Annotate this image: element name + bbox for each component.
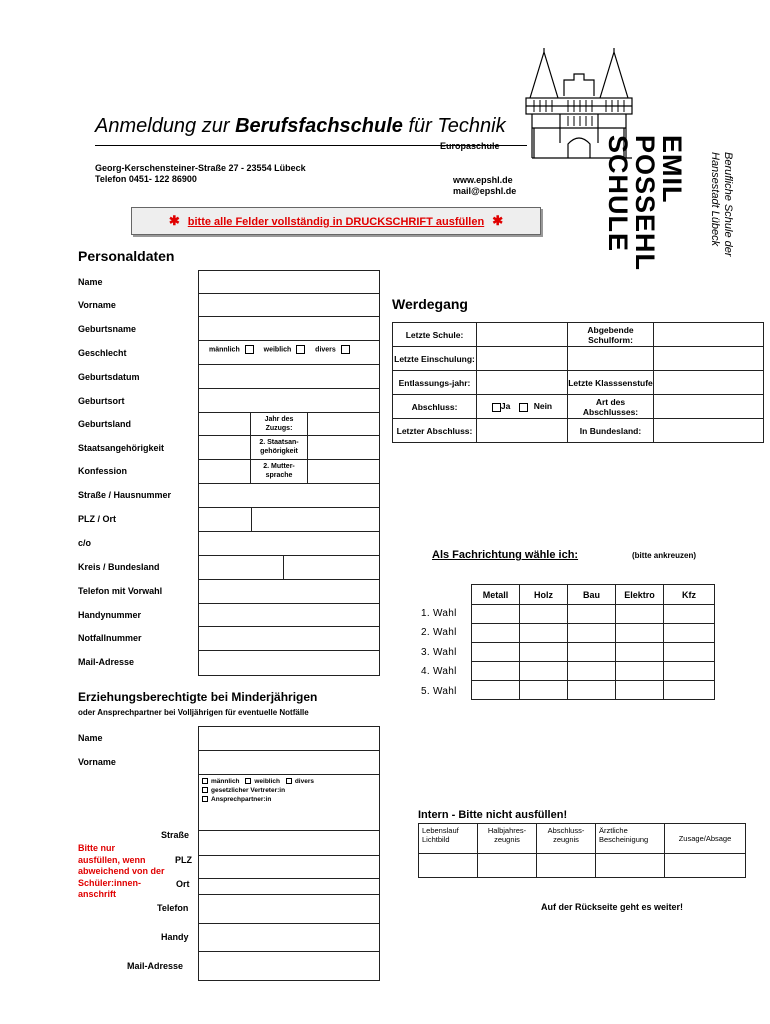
checkbox-e-weiblich[interactable] <box>245 778 251 784</box>
col-bau: Bau <box>568 585 616 605</box>
e-plz-field[interactable] <box>198 855 380 879</box>
label-geburtsdatum: Geburtsdatum <box>78 372 140 382</box>
school-contact <box>453 175 516 197</box>
telefon-field[interactable] <box>198 579 380 604</box>
wahl-row-label: 4. Wahl <box>421 666 457 678</box>
choice-cell[interactable] <box>664 662 715 681</box>
logo-text: EMIL POSSEHL SCHULE <box>603 135 687 272</box>
checkbox-ja[interactable] <box>492 403 501 412</box>
red-note: Bitte nur ausfüllen, wenn abweichend von der Schüler:innen- anschrift <box>78 843 165 899</box>
werdegang-table <box>392 322 764 443</box>
label-e-telefon: Telefon <box>157 903 189 913</box>
entlassung-label: Entlassungs-jahr: <box>393 371 477 395</box>
letzter-field[interactable] <box>477 419 568 443</box>
label-e-mail: Mail-Adresse <box>127 961 184 971</box>
notfall-field[interactable] <box>198 626 380 651</box>
choice-cell[interactable] <box>472 662 520 681</box>
label-geburtsland: Geburtsland <box>78 419 132 429</box>
label-e-strasse: Straße <box>161 830 190 840</box>
choice-cell[interactable] <box>616 605 664 624</box>
choice-cell[interactable] <box>568 605 616 624</box>
co-field[interactable] <box>198 531 380 556</box>
letzte-schule-field[interactable] <box>477 323 568 347</box>
checkbox-divers[interactable] <box>341 345 350 354</box>
fachrichtung-hint: (bitte ankreuzen) <box>632 551 697 560</box>
choice-cell[interactable] <box>568 662 616 681</box>
e-role-field <box>198 774 380 808</box>
e-vorname-field[interactable] <box>198 750 380 775</box>
label-konfession: Konfession <box>78 466 128 476</box>
geburtsdatum-field[interactable] <box>198 364 380 389</box>
choice-cell[interactable] <box>520 605 568 624</box>
plz-field[interactable] <box>198 507 252 532</box>
mail-field[interactable] <box>198 650 380 676</box>
entlassung-field[interactable] <box>477 371 568 395</box>
label-kreis: Kreis / Bundesland <box>78 562 160 572</box>
choice-cell[interactable] <box>568 624 616 643</box>
school-address: Georg-Kerschensteiner-Straße 27 - 23554 Lübeck Telefon 0451- 122 86900 <box>95 163 306 184</box>
e-name-field[interactable] <box>198 726 380 751</box>
label-mail: Mail-Adresse <box>78 657 135 667</box>
abschluss-label: Abschluss: <box>393 395 477 419</box>
gender-options: männlich weiblich divers <box>209 345 350 354</box>
col-elektro: Elektro <box>616 585 664 605</box>
intern-col-abschluss: Abschluss-zeugnis <box>537 824 596 854</box>
abschluss-options: Ja Nein <box>477 395 568 419</box>
fachrichtung-table <box>471 584 715 700</box>
empty-cell <box>654 347 764 371</box>
intern-col-lebenslauf: Lebenslauf Lichtbild <box>419 824 478 854</box>
label-e-name: Name <box>78 733 103 743</box>
geschlecht-field <box>198 340 380 365</box>
choice-cell[interactable] <box>664 643 715 662</box>
klassenstufe-field[interactable] <box>654 371 764 395</box>
star-icon: ✱ <box>492 213 504 228</box>
mutter-label: 2. Mutter-sprache <box>250 459 308 484</box>
empty-cell <box>568 347 654 371</box>
label-geburtsname: Geburtsname <box>78 324 137 334</box>
bundesland-label: In Bundesland: <box>568 419 654 443</box>
choice-cell[interactable] <box>664 681 715 700</box>
notice-text: bitte alle Felder vollständig in DRUCKSCHRIFT ausfüllen <box>187 216 485 228</box>
bundesland-field[interactable] <box>283 555 380 580</box>
col-holz: Holz <box>520 585 568 605</box>
logo-tagline: Berufliche Schule der Hansestadt Lübeck <box>709 152 734 257</box>
intern-cell <box>478 854 537 878</box>
kreis-field[interactable] <box>198 555 284 580</box>
label-e-plz: PLZ <box>175 855 192 865</box>
choice-cell[interactable] <box>568 681 616 700</box>
e-handy-field[interactable] <box>198 923 380 952</box>
checkbox-vertreter[interactable] <box>202 787 208 793</box>
staat2-label: 2. Staatsan-gehörigkeit <box>250 435 308 460</box>
klassenstufe-label: Letzte Klasssenstufe <box>568 371 654 395</box>
label-co: c/o <box>78 538 92 548</box>
wahl-row-label: 2. Wahl <box>421 627 457 639</box>
checkbox-e-divers[interactable] <box>286 778 292 784</box>
label-e-handy: Handy <box>161 932 189 942</box>
email-link[interactable]: mail@epshl.de <box>453 186 517 196</box>
label-plz-ort: PLZ / Ort <box>78 514 116 524</box>
choice-cell[interactable] <box>472 681 520 700</box>
ort-field[interactable] <box>251 507 380 532</box>
einschulung-label: Letzte Einschulung: <box>393 347 477 371</box>
fachrichtung-heading: Als Fachrichtung wähle ich: <box>432 549 579 561</box>
art-field[interactable] <box>654 395 764 419</box>
label-e-vorname: Vorname <box>78 757 116 767</box>
checkbox-ansprech[interactable] <box>202 796 208 802</box>
choice-cell[interactable] <box>520 662 568 681</box>
choice-cell[interactable] <box>472 624 520 643</box>
intern-table <box>418 823 746 878</box>
choice-cell[interactable] <box>616 624 664 643</box>
choice-cell[interactable] <box>616 662 664 681</box>
website-link[interactable]: www.epshl.de <box>453 175 513 185</box>
e-strasse-field[interactable] <box>198 807 380 831</box>
col-kfz: Kfz <box>664 585 715 605</box>
geburtsort-field[interactable] <box>198 388 380 413</box>
label-vorname: Vorname <box>78 300 116 310</box>
choice-cell[interactable] <box>520 624 568 643</box>
wahl-labels <box>421 604 457 701</box>
choice-cell[interactable] <box>520 681 568 700</box>
choice-cell[interactable] <box>664 624 715 643</box>
intern-cell <box>596 854 665 878</box>
label-name: Name <box>78 277 103 287</box>
zuzug-label: Jahr des Zuzugs: <box>250 412 308 436</box>
einschulung-field[interactable] <box>477 347 568 371</box>
choice-cell[interactable] <box>472 605 520 624</box>
erziehung-heading: Erziehungsberechtigte bei Minderjährigen <box>78 690 318 704</box>
intern-heading: Intern - Bitte nicht ausfüllen! <box>418 809 568 821</box>
footer-continue: Auf der Rückseite geht es weiter! <box>541 902 684 912</box>
label-telefon: Telefon mit Vorwahl <box>78 586 163 596</box>
e-ort-field[interactable] <box>198 878 380 895</box>
label-strasse: Straße / Hausnummer <box>78 490 172 500</box>
checkbox-nein[interactable] <box>519 403 528 412</box>
e-strasse-field[interactable] <box>198 830 380 856</box>
geburtsname-field[interactable] <box>198 316 380 341</box>
letzter-label: Letzter Abschluss: <box>393 419 477 443</box>
form-title: Anmeldung zur Berufsfachschule für Technik <box>95 115 506 137</box>
e-options: männlich weiblich divers gesetzlicher Vertreter:in Ansprechpartner:in <box>202 777 314 804</box>
intern-col-aerztlich: Ärztliche Bescheinigung <box>596 824 665 854</box>
intern-col-halbjahr: Halbjahres-zeugnis <box>478 824 537 854</box>
abgebende-field[interactable] <box>654 323 764 347</box>
abgebende-label: Abgebende Schulform: <box>568 323 654 347</box>
choice-cell[interactable] <box>472 643 520 662</box>
checkbox-e-maennlich[interactable] <box>202 778 208 784</box>
bundesland-werdegang-field[interactable] <box>654 419 764 443</box>
art-label: Art des Abschlusses: <box>568 395 654 419</box>
choice-cell[interactable] <box>616 643 664 662</box>
checkbox-weiblich[interactable] <box>296 345 305 354</box>
star-icon: ✱ <box>168 213 180 228</box>
wahl-row-label: 5. Wahl <box>421 685 457 697</box>
label-geburtsort: Geburtsort <box>78 396 125 406</box>
choice-cell[interactable] <box>664 605 715 624</box>
choice-cell[interactable] <box>568 643 616 662</box>
intern-cell <box>537 854 596 878</box>
intern-cell <box>665 854 746 878</box>
label-handy: Handynummer <box>78 610 142 620</box>
wahl-row-label: 1. Wahl <box>421 608 457 619</box>
letzte-schule-label: Letzte Schule: <box>393 323 477 347</box>
intern-col-zusage: Zusage/Absage <box>665 824 746 854</box>
e-telefon-field[interactable] <box>198 894 380 924</box>
label-e-ort: Ort <box>176 879 190 889</box>
checkbox-maennlich[interactable] <box>245 345 254 354</box>
label-geschlecht: Geschlecht <box>78 348 127 358</box>
label-staatsangehoerigkeit: Staatsangehörigkeit <box>78 443 165 453</box>
label-notfall: Notfallnummer <box>78 633 142 643</box>
e-mail-field[interactable] <box>198 951 380 981</box>
handy-field[interactable] <box>198 603 380 627</box>
choice-cell[interactable] <box>616 681 664 700</box>
name-field[interactable] <box>198 270 380 294</box>
strasse-field[interactable] <box>198 483 380 508</box>
intern-cell <box>419 854 478 878</box>
choice-cell[interactable] <box>520 643 568 662</box>
vorname-field[interactable] <box>198 293 380 317</box>
col-metall: Metall <box>472 585 520 605</box>
erziehung-subheading: oder Ansprechpartner bei Volljährigen für eventuelle Notfälle <box>78 708 309 717</box>
personal-heading: Personaldaten <box>78 248 175 264</box>
notice-banner <box>131 207 541 235</box>
werdegang-heading: Werdegang <box>392 296 468 312</box>
europaschule-label: Europaschule <box>440 141 500 151</box>
wahl-row-label: 3. Wahl <box>421 646 457 658</box>
